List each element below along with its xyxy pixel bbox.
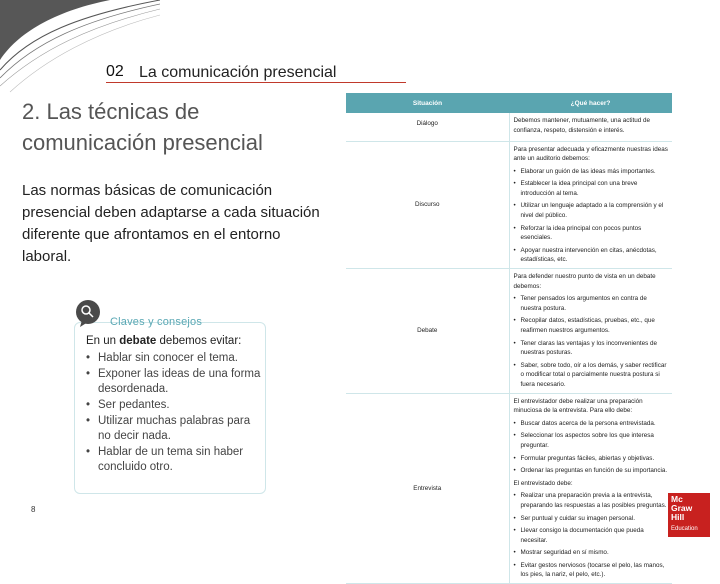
action-lead: Debemos mantener, mutuamente, una actitud de confianza, respeto, distensión e interés. [513, 117, 651, 134]
list-item: • Ordenar las preguntas en función de su importancia. [514, 466, 669, 476]
list-item: • Establecer la idea principal con una breve introducción al tema. [514, 179, 669, 198]
tips-item: • Ser pedantes. [86, 398, 262, 413]
list-item: • Tener pensados los argumentos en contra de nuestra postura. [514, 294, 669, 313]
tips-list [86, 351, 262, 476]
list-item: • Elaborar un guión de las ideas más importantes. [514, 167, 669, 177]
action-list [514, 294, 669, 389]
tips-item: • Hablar de un tema sin haber concluido otro. [86, 445, 262, 475]
table-row [346, 393, 672, 584]
action-cell [509, 141, 672, 269]
list-item: • Formular preguntas fáciles, abiertas y objetivas. [514, 454, 669, 464]
tips-item: • Exponer las ideas de una forma desordenada. [86, 367, 262, 397]
action-lead: Para presentar adecuada y eficazmente nuestras ideas ante un auditorio debemos: [513, 145, 668, 163]
list-item: • Seleccionar los aspectos sobre los que interesa preguntar. [514, 431, 669, 450]
situation-cell: Entrevista [346, 393, 509, 584]
action-cell [509, 113, 672, 141]
list-item: • Buscar datos acerca de la persona entrevistada. [514, 419, 669, 429]
tips-item: • Utilizar muchas palabras para no decir nada. [86, 414, 262, 444]
action-lead: Para defender nuestro punto de vista en un debate debemos: [513, 273, 656, 290]
tips-title: Claves y consejos [110, 316, 203, 328]
chapter-title: La comunicación presencial [139, 64, 337, 81]
column-header-situation: Situación [346, 93, 509, 113]
table-row [346, 141, 672, 269]
table-row [346, 269, 672, 394]
situation-cell: Debate [346, 269, 509, 394]
situation-cell: Discurso [346, 141, 509, 269]
situations-table [346, 93, 672, 584]
action-list [514, 167, 669, 265]
list-item: • Utilizar un lenguaje adaptado a la comprensión y el nivel del público. [514, 201, 669, 220]
action-cell [509, 393, 672, 584]
section-title: 2. Las técnicas de comunicación presencial [22, 99, 263, 155]
chapter-number: 02 [106, 63, 124, 80]
table-header-row [346, 93, 672, 113]
action-cell [509, 269, 672, 394]
list-item: • Realizar una preparación previa a la entrevista, preparando las respuestas a las posibles preguntas. [514, 491, 669, 510]
column-header-what-to-do: ¿Qué hacer? [509, 93, 672, 113]
publisher-logo [668, 493, 710, 537]
list-item: • Ser puntual y cuidar su imagen personal. [514, 514, 669, 524]
page-number: 8 [31, 505, 36, 514]
logo-line: Hill [671, 512, 685, 522]
list-item: • Evitar gestos nerviosos (tocarse el pelo, las manos, los pies, la nariz, el pelo, etc.). [514, 561, 669, 580]
tips-heading: En un debate debemos evitar: [86, 335, 242, 347]
logo-line: Graw [671, 503, 693, 513]
action-lead: El entrevistador debe realizar una preparación minuciosa de la entrevista. Para ello debe: [513, 397, 643, 415]
decorative-swirl [0, 0, 160, 95]
speech-bubble-icon [74, 298, 104, 328]
header-underline [106, 82, 406, 83]
action-list-2 [514, 491, 669, 580]
list-item: • Apoyar nuestra intervención en citas, anécdotas, estadísticas, etc. [514, 246, 669, 265]
action-lead-2: El entrevistado debe: [513, 479, 573, 487]
action-list [514, 419, 669, 476]
list-item: • Recopilar datos, estadísticas, pruebas, etc., que reafirmen nuestros argumentos. [514, 316, 669, 335]
situation-cell: Diálogo [346, 113, 509, 141]
list-item: • Llevar consigo la documentación que pueda necesitar. [514, 526, 669, 545]
intro-paragraph: Las normas básicas de comunicación presencial deben adaptarse a cada situación diferente que afrontamos en el entorno laboral. [22, 182, 320, 265]
list-item: • Reforzar la idea principal con pocos puntos esenciales. [514, 224, 669, 243]
list-item: • Tener claras las ventajas y los inconvenientes de nuestras posturas. [514, 339, 669, 358]
table-row [346, 113, 672, 141]
tips-item: • Hablar sin conocer el tema. [86, 351, 262, 366]
list-item: • Mostrar seguridad en sí mismo. [514, 548, 669, 558]
list-item: • Saber, sobre todo, oír a los demás, y saber rectificar o modificar total o parcialmente nuestra postura si fuera necesario. [514, 361, 669, 390]
logo-line: Mc [671, 494, 683, 504]
logo-line: Education [671, 526, 698, 532]
